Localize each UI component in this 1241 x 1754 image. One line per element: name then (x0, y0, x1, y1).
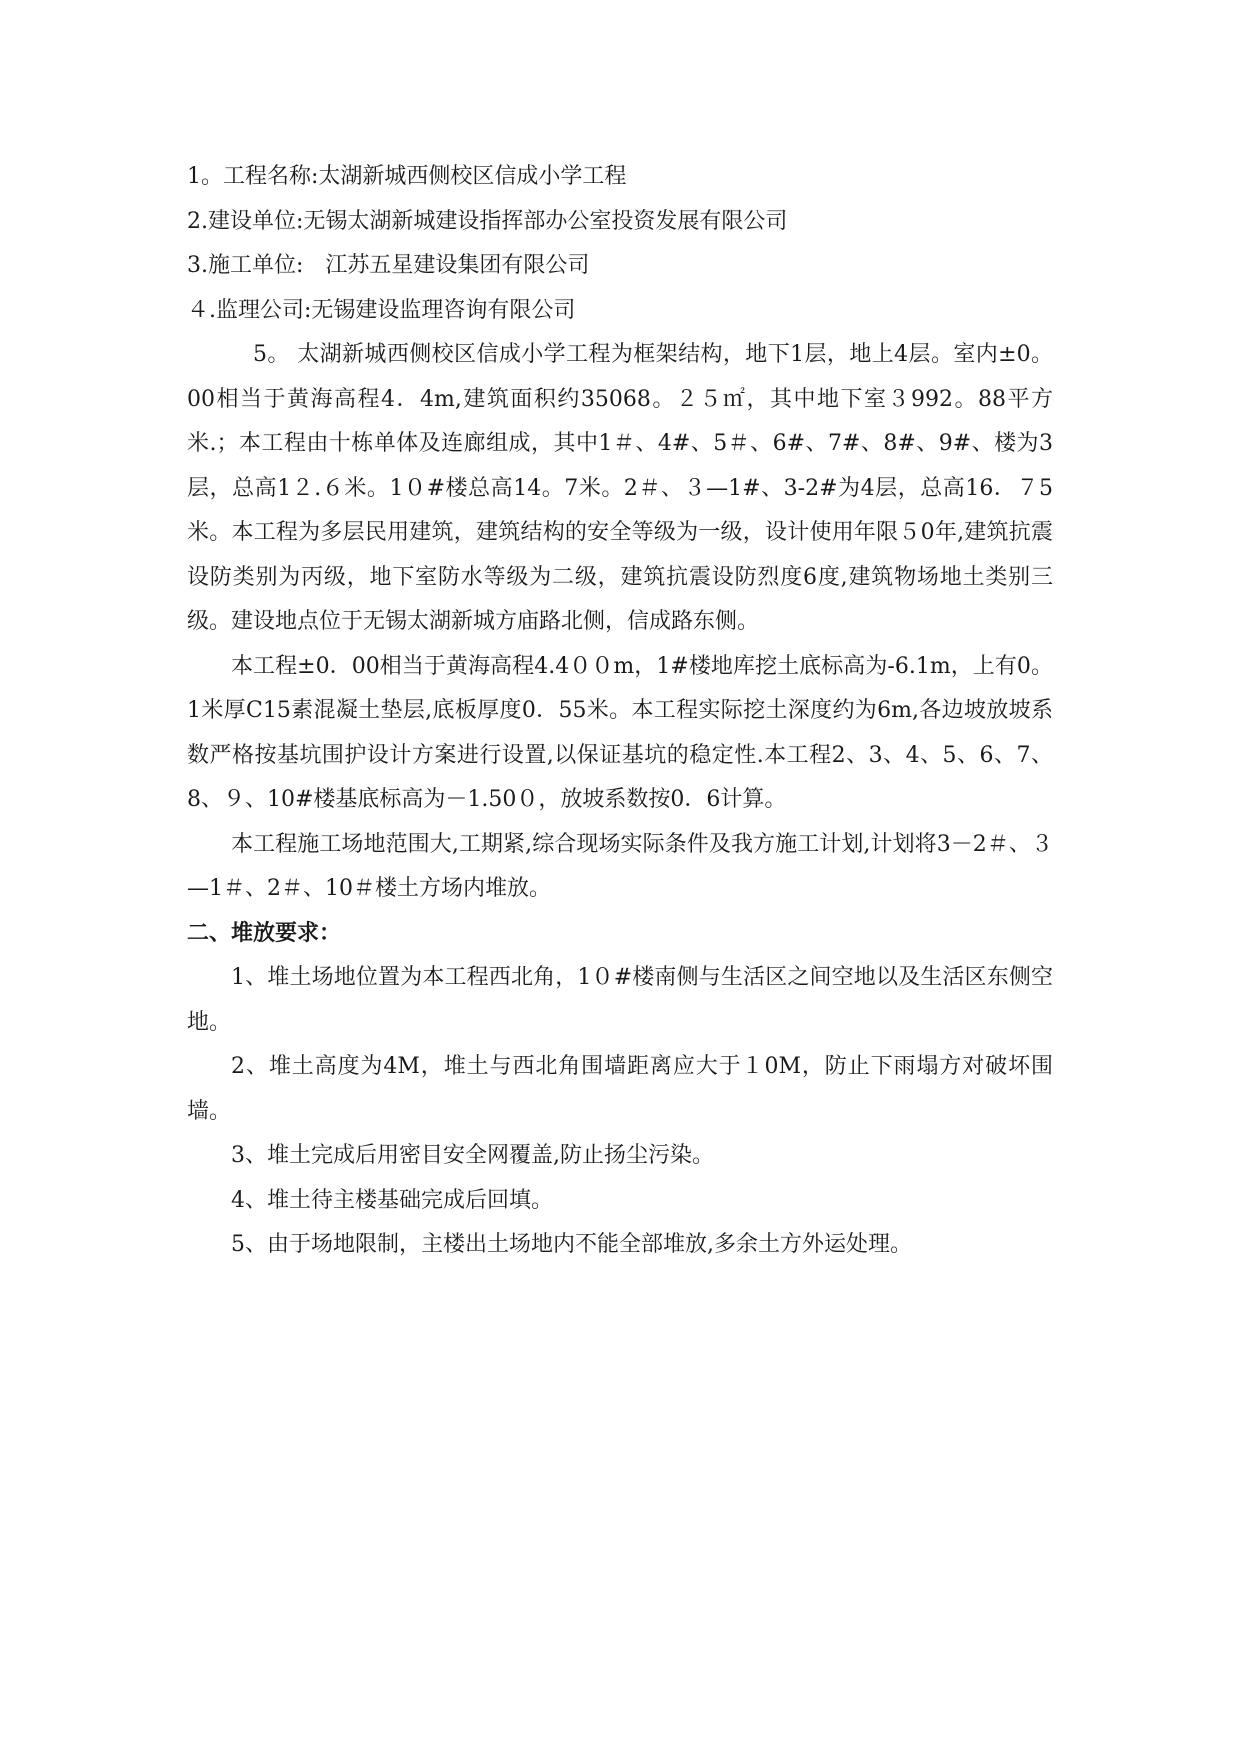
project-overview-paragraph: 5。 太湖新城西侧校区信成小学工程为框架结构，地下1层，地上4层。室内±0。00相当于黄海高程4．4m,建筑面积约35068。２５㎡，其中地下室３992。88平方米.；本工程由十栋单体及连廊组成，其中1＃、4#、5＃、6#、7#、8#、9#、楼为3层，总高1２.６米。1０#楼总高14。7米。2＃、３—1#、3-2#为4层，总高16．７5米。本工程为多层民用建筑，建筑结构的安全等级为一级，设计使用年限５0年,建筑抗震设防类别为丙级，地下室防水等级为二级，建筑抗震设防烈度6度,建筑物场地土类别三级。建设地点位于无锡太湖新城方庙路北侧，信成路东侧。 (187, 342, 1053, 634)
excavation-paragraph: 本工程±0．00相当于黄海高程4.4００m，1#楼地库挖土底标高为-6.1m，上有0。1米厚C15素混凝土垫层,底板厚度0．55米。本工程实际挖土深度约为6m,各边坡放坡系数严格按基坑围护设计方案进行设置,以保证基坑的稳定性.本工程2、3、4、5、6、7、8、９、10#楼基底标高为－1.50０，放坡系数按0．6计算。 (187, 653, 1053, 812)
requirement-item: 2、堆土高度为4M，堆土与西北角围墙距离应大于１0M，防止下雨塌方对破坏围墙。 (187, 1054, 1053, 1124)
builder-line: 3.施工单位: 江苏五星建设集团有限公司 (187, 253, 590, 278)
supervisor-line: ４.监理公司:无锡建设监理咨询有限公司 (187, 297, 576, 323)
requirement-item: 3、堆土完成后用密目安全网覆盖,防止扬尘污染。 (231, 1143, 714, 1168)
requirement-item: 4、堆土待主楼基础完成后回填。 (231, 1187, 553, 1213)
stockpile-plan-paragraph: 本工程施工场地范围大,工期紧,综合现场实际条件及我方施工计划,计划将3－2＃、３—1＃、2＃、10＃楼土方场内堆放。 (187, 831, 1053, 901)
construction-unit-line: 2.建设单位:无锡太湖新城建设指挥部办公室投资发展有限公司 (187, 208, 788, 234)
section-heading: 二、堆放要求： (187, 920, 342, 946)
requirement-item: 1、堆土场地位置为本工程西北角，1０#楼南侧与生活区之间空地以及生活区东侧空地。 (187, 965, 1053, 1035)
requirement-item: 5、由于场地限制，主楼出土场地内不能全部堆放,多余土方外运处理。 (231, 1232, 912, 1257)
project-name-line: 1。工程名称:太湖新城西侧校区信成小学工程 (187, 164, 627, 189)
document-body (187, 155, 1053, 1268)
